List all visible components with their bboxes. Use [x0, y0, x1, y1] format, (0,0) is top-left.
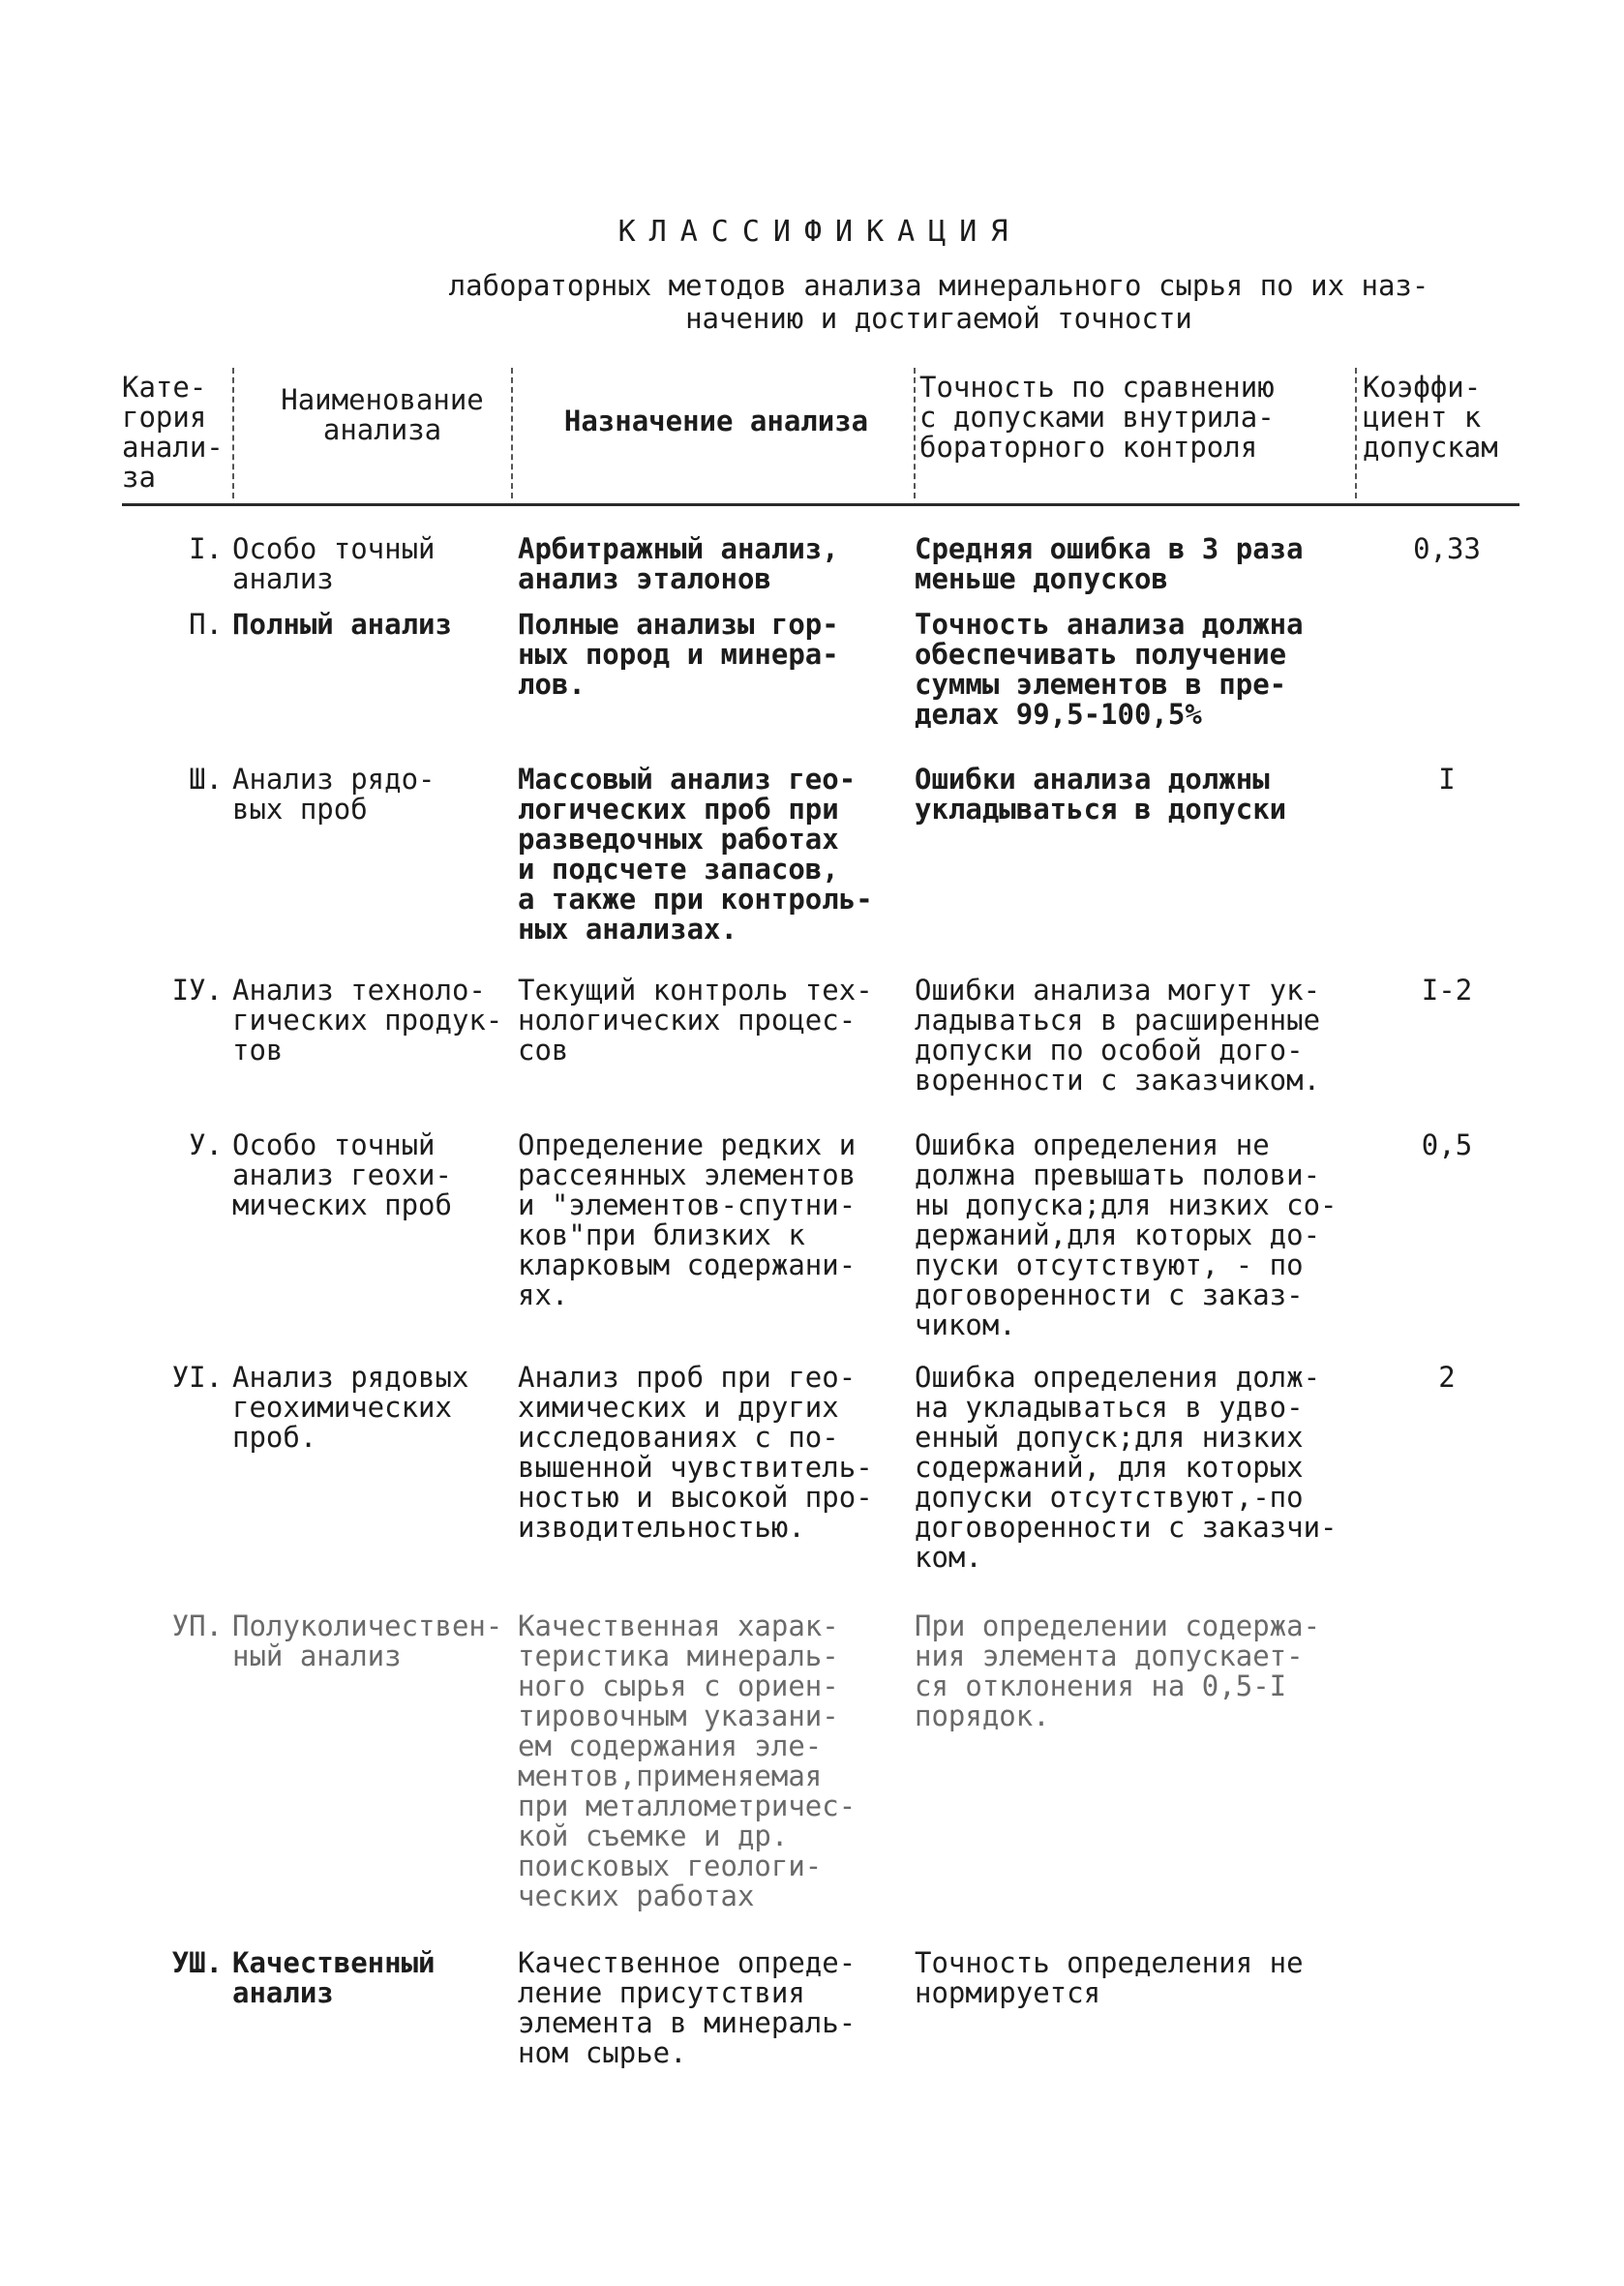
- row-7-accuracy: При определении содержа- ния элемента допускает- ся отклонения на 0,5-I порядок.: [915, 1609, 1321, 1732]
- header-divider: [232, 368, 234, 498]
- header-divider: [914, 368, 916, 498]
- header-coefficient: Коэффи- циент к допускам: [1363, 371, 1498, 464]
- row-6-accuracy: Ошибка определения долж- на укладываться в удво- енный допуск;для низких содержаний, для которых допуски отсутствуют,-по договоренности с заказчи- ком.: [915, 1361, 1338, 1574]
- row-3-purpose: Массовый анализ гео- логических проб при разведочных работах и подсчете запасов, а также при контроль- ных анализах.: [518, 763, 873, 946]
- row-5-accuracy: Ошибка определения не должна превышать полови- ны допуска;для низких со- держаний,для которых до- пуски отсутствуют, - по договоренности с заказ- чиком.: [915, 1128, 1338, 1341]
- subtitle-line-2: начению и достигаемой точности: [685, 302, 1192, 335]
- row-3-accuracy: Ошибки анализа должны укладываться в допуски: [915, 763, 1287, 826]
- header-rule: [122, 503, 1519, 506]
- row-2-name: Полный анализ: [232, 608, 452, 641]
- row-7-category: УП.: [171, 1609, 223, 1642]
- row-8-purpose: Качественное опреде- ление присутствия элемента в минераль- ном сырье.: [518, 1946, 857, 2069]
- row-7-purpose: Качественная харак- теристика минераль- ного сырья с ориен- тировочным указани- ем содержания эле- ментов,применяемая при металлометричес- кой съемке и др. поисковых геологи- ческих работах: [518, 1609, 857, 1912]
- row-2-category: П.: [189, 608, 223, 641]
- row-6-category: УI.: [171, 1361, 223, 1394]
- row-4-category: IУ.: [171, 974, 223, 1007]
- row-3-category: Ш.: [189, 763, 223, 796]
- row-5-category: У.: [189, 1128, 223, 1161]
- header-category: Кате- гория анали- за: [122, 371, 224, 494]
- row-4-name: Анализ техноло- гических продук- тов: [232, 974, 503, 1067]
- row-6-coefficient: 2: [1438, 1361, 1456, 1394]
- header-purpose: Назначение анализа: [563, 405, 869, 437]
- row-6-purpose: Анализ проб при гео- химических и других исследованиях с по- вышенной чувствитель- ностью и высокой про- изводительностью.: [518, 1361, 873, 1544]
- row-1-coefficient: 0,33: [1413, 532, 1481, 565]
- header-divider: [1355, 368, 1357, 498]
- header-divider: [511, 368, 513, 498]
- row-4-accuracy: Ошибки анализа могут ук- ладываться в расширенные допуски по особой дого- воренности с заказчиком.: [915, 974, 1321, 1097]
- row-2-accuracy: Точность анализа должна обеспечивать получение суммы элементов в пре- делах 99,5-100,5%: [915, 608, 1304, 731]
- row-4-coefficient: I-2: [1421, 974, 1473, 1007]
- row-8-accuracy: Точность определения не нормируется: [915, 1946, 1304, 2009]
- row-1-name: Особо точный анализ: [232, 532, 436, 595]
- subtitle-line-1: лабораторных методов анализа минерального сырья по их наз-: [448, 269, 1429, 302]
- row-8-name: Качественный анализ: [232, 1946, 436, 2009]
- document-subtitle: [368, 269, 1510, 335]
- row-1-purpose: Арбитражный анализ, анализ эталонов: [518, 532, 839, 595]
- document-title: КЛАССИФИКАЦИЯ: [617, 215, 1022, 249]
- row-3-name: Анализ рядо- вых проб: [232, 763, 436, 826]
- row-4-purpose: Текущий контроль тех- нологических процес- сов: [518, 974, 873, 1067]
- row-8-category: УШ.: [171, 1946, 223, 1979]
- row-1-accuracy: Средняя ошибка в 3 раза меньше допусков: [915, 532, 1304, 595]
- row-5-purpose: Определение редких и рассеянных элементов и "элементов-спутни- ков"при близких к кларковым содержани- ях.: [518, 1128, 857, 1311]
- row-2-purpose: Полные анализы гор- ных пород и минера- лов.: [518, 608, 839, 701]
- row-7-name: Полуколичествен- ный анализ: [232, 1609, 503, 1672]
- header-accuracy: Точность по сравнению с допусками внутрила- бораторного контроля: [919, 371, 1275, 464]
- row-6-name: Анализ рядовых геохимических проб.: [232, 1361, 469, 1454]
- row-5-coefficient: 0,5: [1421, 1128, 1473, 1161]
- row-3-coefficient: I: [1438, 763, 1456, 796]
- row-5-name: Особо точный анализ геохи- мических проб: [232, 1128, 452, 1221]
- row-1-category: I.: [189, 532, 223, 565]
- header-name: Наименование анализа: [281, 383, 484, 446]
